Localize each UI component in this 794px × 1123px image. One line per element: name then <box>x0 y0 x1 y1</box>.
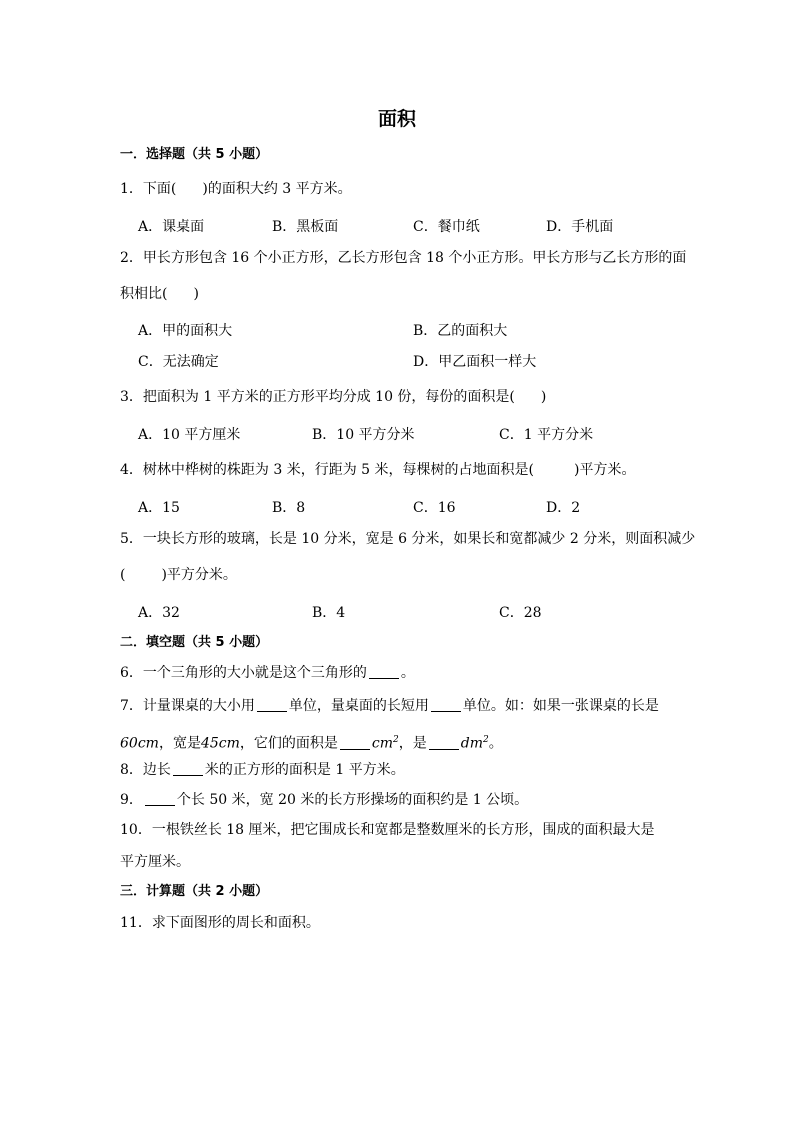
question-7-text-b: 单位，量桌面的长短用 <box>288 698 429 714</box>
question-7-text-d5: ，是 <box>398 735 427 752</box>
q1-option-b: B．黑板面 <box>272 219 339 235</box>
answer-blank[interactable] <box>429 735 459 750</box>
question-7-line-2 <box>120 731 690 753</box>
q2-option-a: A．甲的面积大 <box>138 323 233 339</box>
question-10-line-1: 10．一根铁丝长 18 厘米，把它围成长和宽都是整数厘米的长方形，围成的面积最大是 <box>120 822 655 838</box>
section-heading-fill: 二．填空题（共 5 小题） <box>120 635 269 650</box>
question-2-line-2 <box>120 285 690 303</box>
answer-blank[interactable] <box>145 791 175 806</box>
question-10-line-2: 平方厘米。 <box>120 854 190 870</box>
squared-mark: 2 <box>483 735 489 745</box>
question-6 <box>120 664 690 682</box>
q1-option-a: A．课桌面 <box>138 219 205 235</box>
question-6-text-post: 。 <box>400 665 415 681</box>
question-3-text-pre: 3．把面积为 1 平方米的正方形平均分成 10 份，每份的面积是( <box>120 389 515 405</box>
question-1-text-post: )的面积大约 3 平方米。 <box>202 181 352 197</box>
unit-cm: cm <box>371 735 394 752</box>
answer-blank[interactable] <box>431 697 461 712</box>
page-title: 面积 <box>377 108 416 130</box>
unit-cm: cm <box>137 735 159 752</box>
question-4 <box>120 461 690 479</box>
question-8-text-pre: 8．边长 <box>120 762 171 778</box>
section-heading-choice: 一．选择题（共 5 小题） <box>120 147 269 162</box>
section-heading-calculation: 三．计算题（共 2 小题） <box>120 884 269 899</box>
answer-blank[interactable] <box>257 697 287 712</box>
question-4-text-post: )平方米。 <box>573 462 636 478</box>
length-value: 60 <box>120 735 138 752</box>
answer-blank[interactable] <box>369 664 399 679</box>
question-9 <box>120 791 690 809</box>
q4-option-a: A．15 <box>138 500 180 516</box>
question-2-text-pre: 积相比( <box>120 286 168 302</box>
question-2-line-1: 2．甲长方形包含 16 个小正方形，乙长方形包含 18 个小正方形。甲长方形与乙长方形的面 <box>120 250 687 266</box>
q5-option-c: C．28 <box>499 605 542 621</box>
question-7-text-a: 7．计量课桌的大小用 <box>120 698 255 714</box>
question-9-text-post: 个长 50 米，宽 20 米的长方形操场的面积约是 1 公顷。 <box>176 792 529 808</box>
q3-option-a: A．10 平方厘米 <box>138 427 241 443</box>
question-8 <box>120 761 690 779</box>
unit-dm: dm <box>460 735 484 752</box>
q4-option-c: C．16 <box>413 500 456 516</box>
q2-option-c: C．无法确定 <box>138 354 219 370</box>
question-5-line-1: 5．一块长方形的玻璃，长是 10 分米，宽是 6 分米，如果长和宽都减少 2 分米，则面积减少 <box>120 531 696 547</box>
question-2-text-post: ) <box>193 286 199 302</box>
question-7-text-d2: ，宽是 <box>158 735 201 752</box>
question-9-text-pre: 9． <box>120 792 143 808</box>
squared-mark: 2 <box>393 735 399 745</box>
question-3 <box>120 388 690 406</box>
question-7-text-d6: 。 <box>488 735 503 752</box>
q5-option-a: A．32 <box>138 605 180 621</box>
answer-blank[interactable] <box>173 761 203 776</box>
q1-option-d: D．手机面 <box>546 219 614 235</box>
question-1 <box>120 180 690 198</box>
width-value: 45 <box>200 735 219 752</box>
question-3-text-post: ) <box>540 389 547 405</box>
question-1-text-pre: 1．下面( <box>120 181 177 197</box>
unit-cm: cm <box>218 735 240 752</box>
q4-option-d: D．2 <box>546 500 581 516</box>
answer-blank[interactable] <box>340 735 370 750</box>
q3-option-b: B．10 平方分米 <box>312 427 415 443</box>
question-4-text-pre: 4．树林中桦树的株距为 3 米，行距为 5 米，每棵树的占地面积是( <box>120 462 534 478</box>
question-5-text-pre: ( <box>120 567 126 583</box>
q4-option-b: B．8 <box>272 500 306 516</box>
q1-option-c: C．餐巾纸 <box>413 219 480 235</box>
question-5-text-post: )平方分米。 <box>161 567 237 583</box>
q5-option-b: B．4 <box>312 605 346 621</box>
question-11: 11．求下面图形的周长和面积。 <box>120 915 320 931</box>
q2-option-b: B．乙的面积大 <box>413 323 508 339</box>
question-6-text-pre: 6．一个三角形的大小就是这个三角形的 <box>120 665 367 681</box>
q3-option-c: C．1 平方分米 <box>499 427 594 443</box>
question-7-line-1 <box>120 697 690 715</box>
question-7-text-d4: ，它们的面积是 <box>239 735 338 752</box>
question-5-line-2 <box>120 566 690 584</box>
q2-option-d: D．甲乙面积一样大 <box>413 354 537 370</box>
question-7-text-c: 单位。如：如果一张课桌的长是 <box>462 698 659 714</box>
question-8-text-post: 米的正方形的面积是 1 平方米。 <box>204 762 405 778</box>
